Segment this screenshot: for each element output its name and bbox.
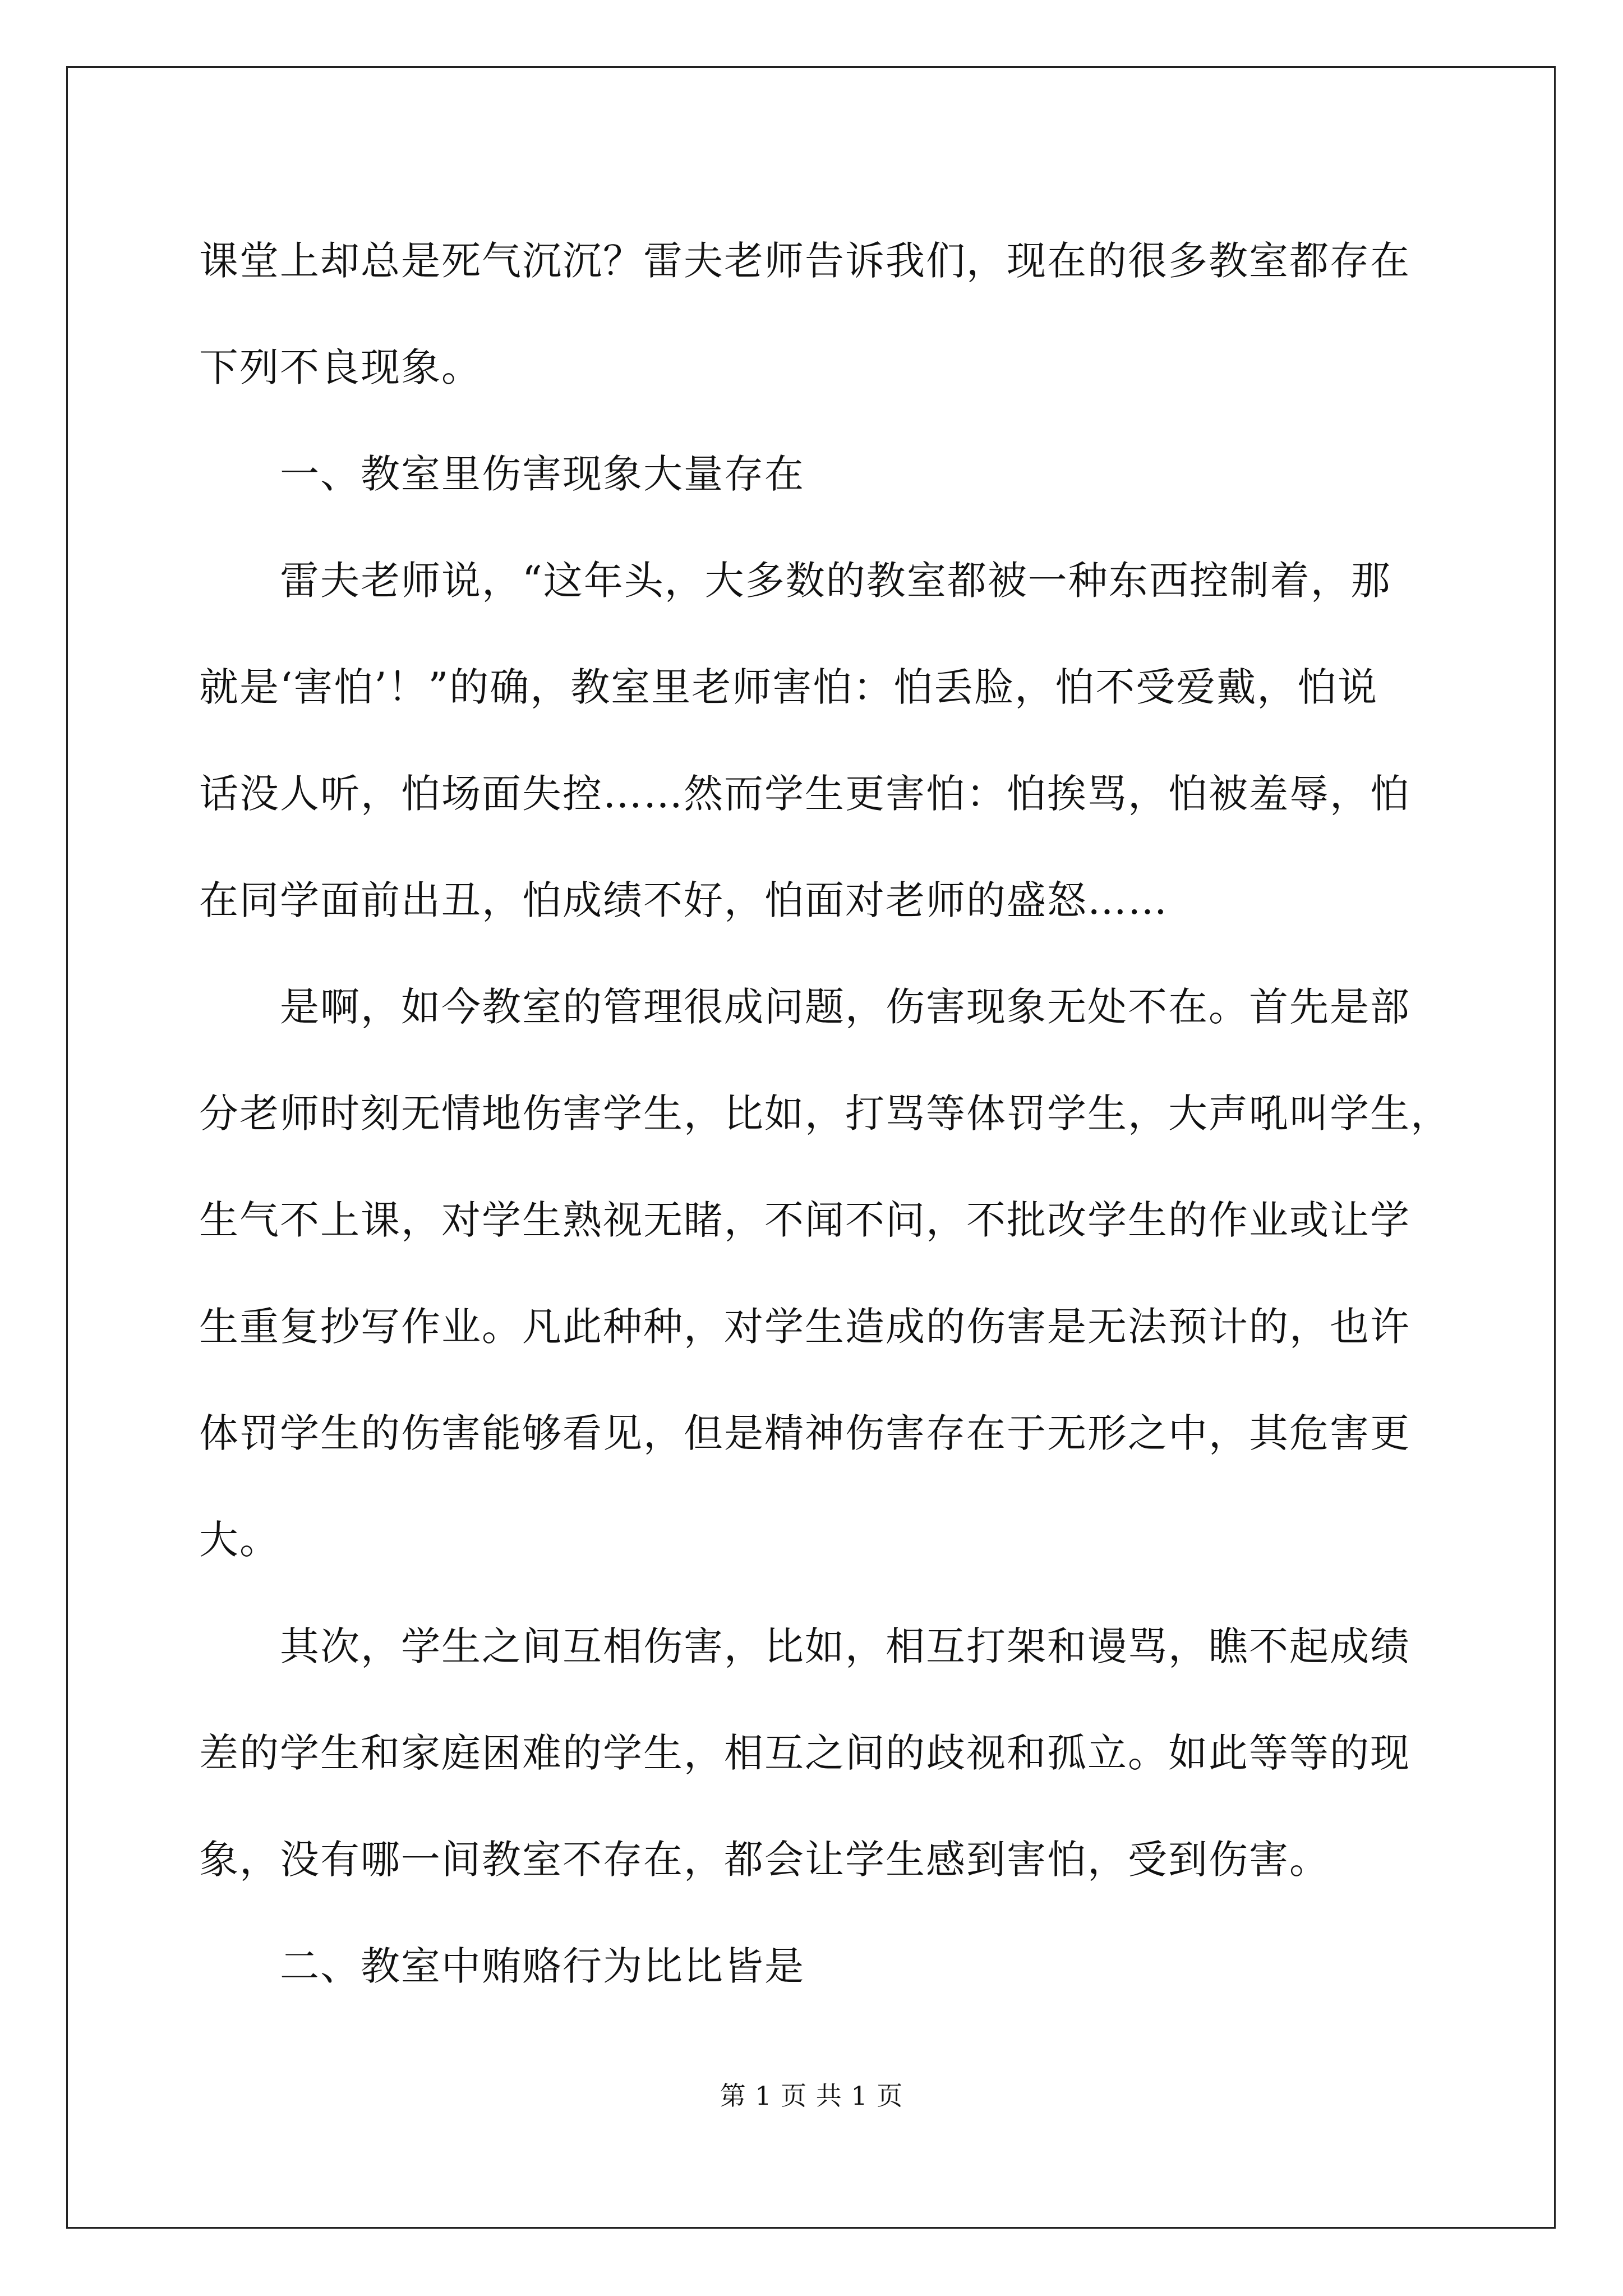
paragraph-line: 生气不上课，对学生熟视无睹，不闻不问，不批改学生的作业或让学	[199, 1197, 1410, 1243]
paragraph-line: 话没人听，怕场面失控……然而学生更害怕：怕挨骂，怕被羞辱，怕	[199, 771, 1410, 817]
paragraph-line: 生重复抄写作业。凡此种种，对学生造成的伤害是无法预计的，也许	[199, 1304, 1410, 1350]
paragraph-line: 体罚学生的伤害能够看见，但是精神伤害存在于无形之中，其危害更	[199, 1410, 1410, 1456]
section-heading: 二、教室中贿赂行为比比皆是	[280, 1943, 805, 1989]
paragraph-line: 就是‘害怕’！”的确，教室里老师害怕：怕丢脸，怕不受爱戴，怕说	[199, 664, 1378, 710]
paragraph-line: 雷夫老师说，“这年头，大多数的教室都被一种东西控制着，那	[280, 558, 1391, 604]
page-number-footer: 第 1 页 共 1 页	[720, 2081, 903, 2111]
section-heading: 一、教室里伤害现象大量存在	[280, 451, 805, 497]
paragraph-line: 是啊，如今教室的管理很成问题，伤害现象无处不在。首先是部	[280, 984, 1410, 1030]
paragraph-line: 分老师时刻无情地伤害学生，比如，打骂等体罚学生，大声吼叫学生，	[199, 1091, 1451, 1137]
paragraph-line: 差的学生和家庭困难的学生，相互之间的歧视和孤立。如此等等的现	[199, 1730, 1410, 1776]
paragraph-line: 在同学面前出丑，怕成绩不好，怕面对老师的盛怒……	[199, 877, 1168, 923]
document-body	[199, 208, 1450, 2019]
paragraph-line: 其次，学生之间互相伤害，比如，相互打架和谩骂，瞧不起成绩	[280, 1623, 1410, 1669]
paragraph-line: 象，没有哪一间教室不存在，都会让学生感到害怕，受到伤害。	[199, 1837, 1330, 1883]
paragraph-line: 课堂上却总是死气沉沉？雷夫老师告诉我们，现在的很多教室都存在	[199, 238, 1410, 284]
paragraph-line: 下列不良现象。	[199, 344, 482, 390]
paragraph-line: 大。	[199, 1517, 280, 1563]
